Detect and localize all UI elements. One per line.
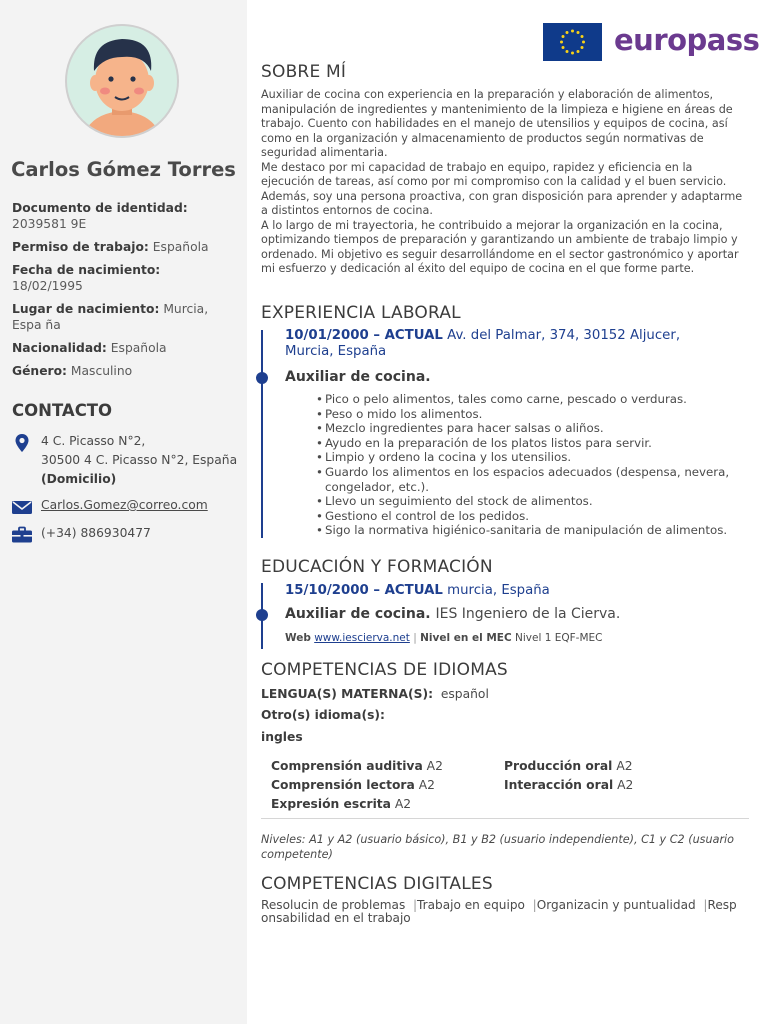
europass-wordmark: europass (614, 23, 760, 57)
detail-nationality: Nacionalidad: Española (12, 341, 167, 355)
education-date-location (285, 583, 550, 599)
contact-heading: CONTACTO (12, 401, 113, 420)
detail-document: Documento de identidad: 2039581 9E (12, 201, 188, 231)
digital-skill-item: Trabajo en equipo (417, 898, 525, 912)
phone-number: (+34) 886930477 (41, 526, 151, 540)
experience-dot (256, 372, 268, 384)
list-item: • Ayudo en la preparación de los platos listos para servir. (316, 436, 746, 451)
list-item: • Mezclo ingredientes para hacer salsas o aliños. (316, 421, 746, 436)
education-meta: Web www.iescierva.net | Nivel en el MEC Nivel 1 EQF-MEC (285, 632, 603, 644)
person-name: Carlos Gómez Torres (11, 158, 236, 181)
address-line-2: 30500 4 C. Picasso N°2, España (41, 453, 238, 467)
digital-skill-item: Resp onsabilidad en el trabajo (261, 898, 737, 925)
envelope-icon (12, 497, 32, 523)
experience-timeline (261, 330, 263, 538)
language-levels-note: Niveles: A1 y A2 (usuario básico), B1 y B2 (usuario independiente), C1 y C2 (usuario competente) (261, 833, 734, 861)
experience-tasks (316, 392, 746, 538)
education-dot (256, 609, 268, 621)
personal-details (12, 200, 234, 386)
list-item: • Sigo la normativa higiénico-sanitaria de manipulación de alimentos. (316, 523, 746, 538)
about-paragraph-3: A lo largo de mi trayectoria, he contribuido a mejorar la organización en la cocina, optimizando tiempos de preparación y garantizando un ambiente de trabajo limpio y ordenado. Mi objetivo es seguir desarrollándome en el sector gastronómico y aportar mi esfuerzo y dedicación al éxito del equipo de cocina en el que forme parte. (261, 218, 739, 275)
experience-heading: EXPERIENCIA LABORAL (261, 303, 461, 323)
education-institution: IES Ingeniero de la Cierva. (435, 606, 621, 622)
sidebar (0, 0, 247, 1024)
detail-work-permit: Permiso de trabajo: Española (12, 240, 209, 254)
detail-birth-place: Lugar de nacimiento: Murcia, Espa ña (12, 302, 209, 332)
experience-date: 10/01/2000 – ACTUAL (285, 328, 443, 343)
location-pin-icon (12, 433, 32, 459)
about-heading: SOBRE MÍ (261, 62, 347, 82)
other-languages-label: Otro(s) idioma(s): (261, 708, 385, 722)
education-date: 15/10/2000 – ACTUAL (285, 583, 443, 598)
skill-writing: Expresión escrita A2 (271, 797, 412, 811)
education-title: Auxiliar de cocina. IES Ingeniero de la Cierva. (285, 606, 621, 622)
mother-tongue: LENGUA(S) MATERNA(S): español (261, 687, 489, 701)
education-heading: EDUCACIÓN Y FORMACIÓN (261, 557, 493, 577)
list-item: • Peso o mido los alimentos. (316, 407, 746, 422)
digital-skill-item: Organizacin y puntualidad (536, 898, 696, 912)
other-language-name: ingles (261, 730, 303, 744)
list-item: • Llevo un seguimiento del stock de alimentos. (316, 494, 746, 509)
list-item: • Gestiono el control de los pedidos. (316, 509, 746, 524)
education-web-link[interactable]: www.iescierva.net (314, 632, 410, 644)
list-item: • Limpio y ordeno la cocina y los utensilios. (316, 450, 746, 465)
divider (261, 818, 749, 819)
education-level: Nivel 1 EQF-MEC (515, 632, 603, 644)
skill-listening: Comprensión auditiva A2 (271, 759, 443, 773)
skill-spoken-interaction: Interacción oral A2 (504, 778, 634, 792)
avatar (60, 23, 184, 139)
about-paragraph-2: Me destaco por mi capacidad de trabajo en equipo, rapidez y eficiencia en la ejecución de tareas, así como por mi compromiso con la calidad y el buen servicio. Además, soy una persona proactiva, con gran disposición para aprender y adaptarme a distintos entornos de cocina. (261, 160, 743, 217)
skill-reading: Comprensión lectora A2 (271, 778, 435, 792)
experience-title: Auxiliar de cocina. (285, 369, 431, 385)
address-line-1: 4 C. Picasso N°2, (41, 434, 146, 448)
detail-birth-date: Fecha de nacimiento: 18/02/1995 (12, 263, 161, 293)
europass-logo (543, 23, 760, 61)
about-paragraph-1: Auxiliar de cocina con experiencia en la preparación y elaboración de alimentos, manipulación de ingredientes y mantenimiento de la limpieza e higiene en áreas de trabajo. Cuento con habilidades en el manejo de utensilios y equipos de cocina, así como en la organización y almacenamiento de productos según normativas de seguridad alimentaria. (261, 88, 733, 159)
eu-flag-icon (543, 23, 602, 61)
languages-heading: COMPETENCIAS DE IDIOMAS (261, 660, 508, 680)
digital-heading: COMPETENCIAS DIGITALES (261, 874, 493, 894)
list-item: • Pico o pelo alimentos, tales como carne, pescado o verduras. (316, 392, 746, 407)
email-link[interactable]: Carlos.Gomez@correo.com (41, 498, 208, 512)
skill-spoken-production: Producción oral A2 (504, 759, 633, 773)
experience-date-location (285, 328, 725, 360)
list-item: • Guardo los alimentos en los espacios adecuados (despensa, nevera, congelador, etc.). (316, 465, 746, 494)
digital-skills: Resolucin de problemas |Trabajo en equipo |Organizacin y puntualidad |Resp onsabilidad en el trabajo (261, 898, 737, 925)
address-type: (Domicilio) (41, 472, 117, 486)
education-location: murcia, España (447, 583, 550, 598)
experience-location: Av. del Palmar, 374, 30152 Aljucer, Murcia, España (285, 328, 681, 359)
about-text (261, 88, 749, 277)
language-skills-right (504, 757, 724, 795)
detail-gender: Género: Masculino (12, 364, 133, 378)
language-skills-left (271, 757, 491, 814)
digital-skill-item: Resolucin de problemas (261, 898, 406, 912)
briefcase-icon (12, 525, 32, 551)
